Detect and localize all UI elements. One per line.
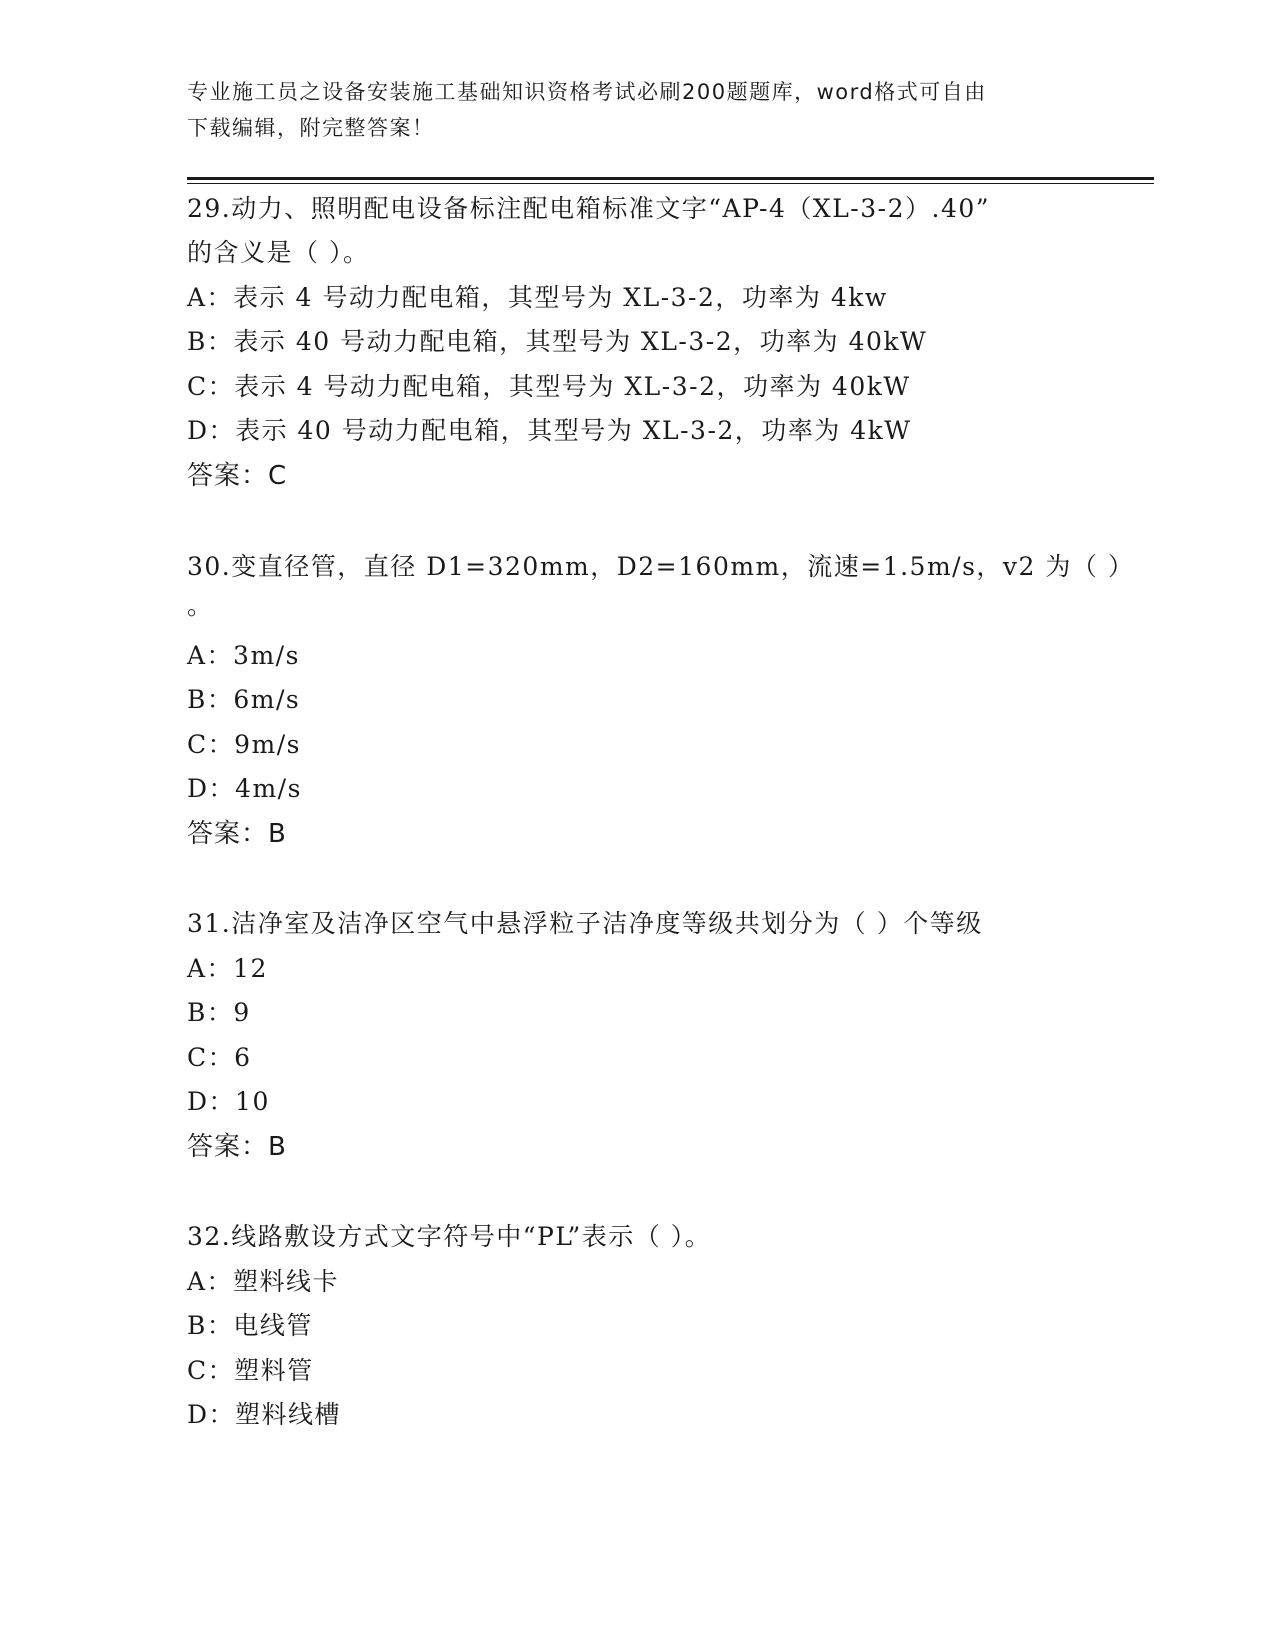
header-divider-thin bbox=[187, 183, 1154, 184]
question-30-stem-line-2: 。 bbox=[187, 591, 214, 620]
header-divider-thick bbox=[187, 177, 1154, 180]
question-29-answer: 答案：C bbox=[187, 461, 288, 491]
question-29-option-b: B：表示 40 号动力配电箱，其型号为 XL-3-2，功率为 40kW bbox=[187, 327, 928, 356]
question-32-stem-line-1: 32.线路敷设方式文字符号中“PL”表示（ ）。 bbox=[187, 1222, 712, 1251]
question-32-option-a: A：塑料线卡 bbox=[187, 1267, 340, 1296]
question-31-option-a: A：12 bbox=[187, 954, 268, 983]
question-30-option-b: B：6m/s bbox=[187, 685, 301, 714]
question-30-option-d: D：4m/s bbox=[187, 774, 302, 803]
question-30-stem-line-1: 30.变直径管，直径 D1=320mm，D2=160mm，流速=1.5m/s，v2 为（ ） bbox=[187, 552, 1135, 581]
question-31-option-b: B：9 bbox=[187, 998, 251, 1027]
question-29-stem-line-1: 29.动力、照明配电设备标注配电箱标准文字“AP-4（XL-3-2）.40” bbox=[187, 194, 991, 223]
question-31-answer: 答案：B bbox=[187, 1132, 287, 1162]
question-31-option-d: D：10 bbox=[187, 1087, 270, 1116]
question-31-stem-line-1: 31.洁净室及洁净区空气中悬浮粒子洁净度等级共划分为（ ）个等级 bbox=[187, 909, 983, 938]
question-30-option-c: C：9m/s bbox=[187, 730, 301, 759]
question-32-option-c: C：塑料管 bbox=[187, 1356, 314, 1385]
question-31-option-c: C：6 bbox=[187, 1043, 252, 1072]
question-29-option-c: C：表示 4 号动力配电箱，其型号为 XL-3-2，功率为 40kW bbox=[187, 372, 911, 401]
question-29-stem-line-2: 的含义是（ ）。 bbox=[187, 238, 370, 267]
document-header bbox=[187, 74, 1087, 146]
question-32-option-d: D：塑料线槽 bbox=[187, 1400, 342, 1429]
question-30-option-a: A：3m/s bbox=[187, 641, 300, 670]
header-line-2: 下载编辑，附完整答案！ bbox=[187, 116, 435, 140]
question-32-option-b: B：电线管 bbox=[187, 1311, 313, 1340]
question-29-option-a: A：表示 4 号动力配电箱，其型号为 XL-3-2，功率为 4kw bbox=[187, 283, 888, 312]
question-29-option-d: D：表示 40 号动力配电箱，其型号为 XL-3-2，功率为 4kW bbox=[187, 416, 912, 445]
question-30-answer: 答案：B bbox=[187, 819, 287, 849]
header-line-1: 专业施工员之设备安装施工基础知识资格考试必刷200题题库，word格式可自由 bbox=[187, 80, 987, 104]
